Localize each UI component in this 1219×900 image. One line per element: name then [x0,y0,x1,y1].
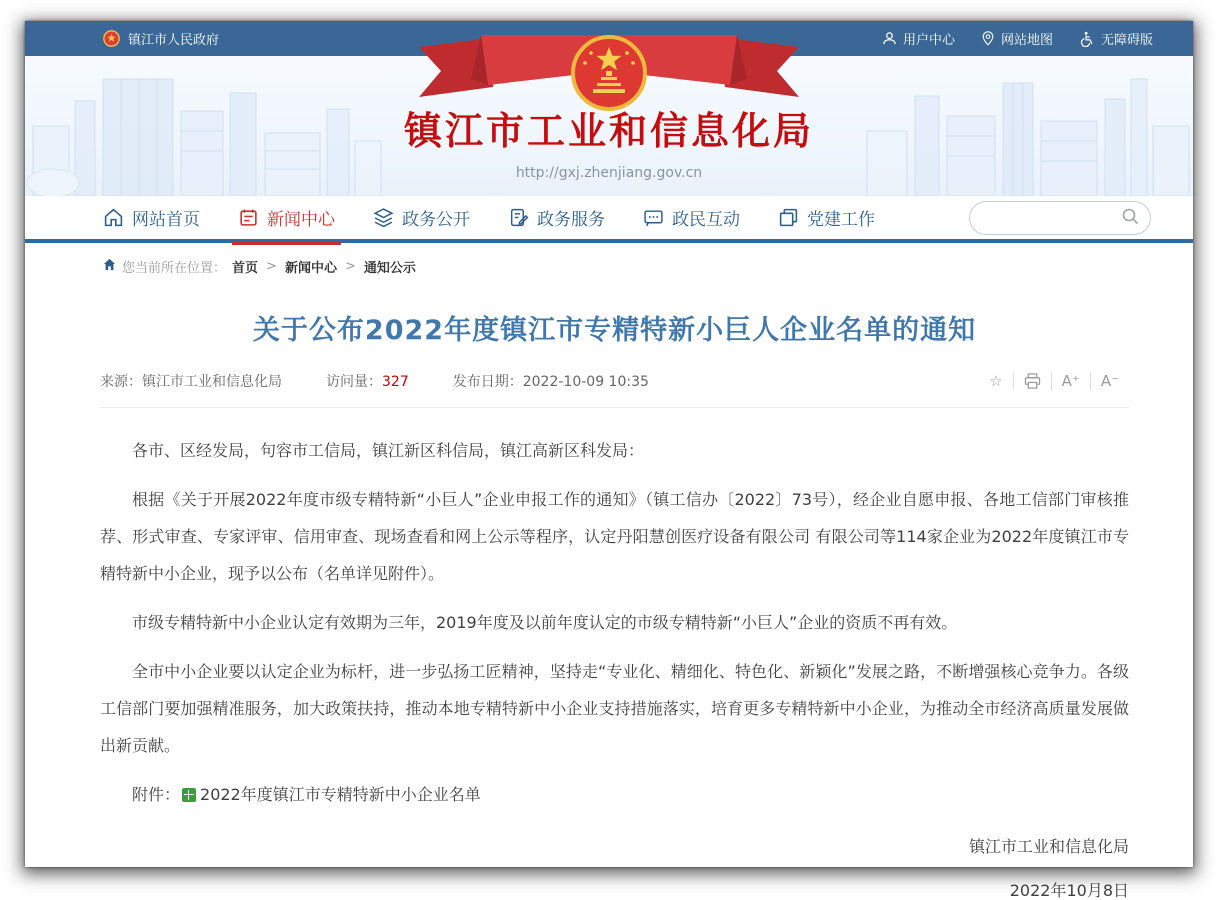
gov-portal-label: 镇江市人民政府 [128,33,220,48]
nav-label-gov-affairs: 政务公开 [402,210,470,230]
user-icon [882,31,897,46]
signature-date: 2022年10月8日 [1009,881,1129,900]
attachment-label: 附件： [132,785,181,804]
sitemap-label: 网站地图 [1000,33,1053,48]
breadcrumb-separator: > [344,259,356,274]
nav-item-home[interactable] [103,194,200,241]
article-paragraph: 各市、区经发局，句容市工信局，镇江新区科信局，镇江高新区科发局： [132,441,645,460]
nav-label-interaction: 政民互动 [672,210,740,230]
nav-item-interaction[interactable] [643,194,740,241]
nav-item-news[interactable] [238,194,335,241]
user-center-label: 用户中心 [902,33,955,48]
site-title: 镇江市工业和信息化局 [403,109,814,153]
attachment-link[interactable]: 2022年度镇江市专精特新中小企业名单 [200,785,481,804]
document-pen-icon [508,207,529,228]
article-paragraph: 市级专精特新中小企业认定有效期为三年，2019年度及以前年度认定的市级专精特新“小巨人”企业的资质不再有效。 [132,613,958,632]
meta-visits-value: 327 [382,374,409,390]
breadcrumb-item-home[interactable]: 首页 [232,261,259,276]
nav-item-gov-affairs[interactable] [373,194,470,241]
nav-label-news: 新闻中心 [267,210,335,230]
meta-visits [326,371,409,391]
breadcrumb-item-notices[interactable]: 通知公示 [363,261,416,276]
news-icon [238,207,259,228]
user-center-link[interactable] [882,29,955,48]
article-paragraph: 全市中小企业要以认定企业为标杆，进一步弘扬工匠精神，坚持走“专业化、精细化、特色化、新颖化”发展之路，不断增强核心竞争力。各级工信部门要加强精准服务，加大政策扶持，推动本地专精特新中小企业支持措施落实，培育更多专精特新中小企业，为推动全市经济高质量发展做出新贡献。 [100,662,1129,755]
nav-item-gov-services[interactable] [508,194,605,241]
national-emblem-small-icon [103,30,120,47]
article-signature [100,827,1129,900]
home-icon [103,207,124,228]
attachment-row [100,776,1129,813]
favorite-star-icon[interactable]: ☆ [989,372,1003,390]
national-emblem-icon [573,37,645,109]
nav-label-home: 网站首页 [132,210,200,230]
print-icon[interactable] [1013,373,1051,389]
meta-date-value: 2022-10-09 10:35 [522,374,649,390]
map-pin-icon [981,31,995,46]
signature-organization: 镇江市工业和信息化局 [968,837,1129,856]
meta-date [453,371,649,391]
meta-source-value: 镇江市工业和信息化局 [142,374,282,390]
article-body [100,432,1129,764]
meta-date-label: 发布日期： [452,374,523,390]
font-increase-button[interactable]: A⁺ [1051,372,1090,390]
search-icon[interactable] [1120,206,1140,230]
red-ribbon-banner [419,21,799,123]
meta-source-label: 来源： [100,374,142,390]
main-navigation [25,196,1193,243]
party-icon [778,207,799,228]
breadcrumb-item-news[interactable]: 新闻中心 [284,261,337,276]
excel-file-icon [182,788,196,802]
nav-label-party-building: 党建工作 [807,210,875,230]
search-input[interactable] [984,210,1120,225]
chat-icon [643,207,664,228]
gov-portal-link[interactable] [103,29,219,48]
nav-item-party-building[interactable] [778,194,875,241]
sitemap-link[interactable] [981,29,1053,48]
article-content [25,308,1193,900]
breadcrumb-home-icon [103,258,116,275]
layers-icon [373,207,394,228]
article-tools [979,372,1129,390]
article-paragraph: 根据《关于开展2022年度市级专精特新“小巨人”企业申报工作的通知》（镇工信办〔2022〕73号），经企业自愿申报、各地工信部门审核推荐、形式审查、专家评审、信用审查、现场查看和网上公示等程序，认定丹阳慧创医疗设备有限公司 有限公司等114家企业为2022年度镇江市专精特新中小企业，现予以公布（名单详见附件）。 [100,490,1129,583]
browser-page [25,21,1193,900]
font-decrease-button[interactable]: A⁻ [1090,372,1129,390]
accessibility-link[interactable] [1079,29,1153,48]
breadcrumb [25,243,1193,282]
accessibility-icon [1079,31,1095,47]
article-title: 关于公布2022年度镇江市专精特新小巨人企业名单的通知 [252,315,977,346]
accessibility-label: 无障碍版 [1100,33,1153,48]
article-meta-row [100,371,1129,408]
breadcrumb-separator: > [266,259,277,274]
topbar-links [882,29,1153,48]
meta-source [100,371,282,391]
site-url: http://gxj.zhenjiang.gov.cn [515,165,703,181]
search-box [969,201,1151,235]
breadcrumb-prefix: 您当前所在位置： [122,261,227,276]
site-masthead [25,56,1193,196]
meta-visits-label: 访问量： [326,374,382,390]
nav-label-gov-services: 政务服务 [537,210,605,230]
